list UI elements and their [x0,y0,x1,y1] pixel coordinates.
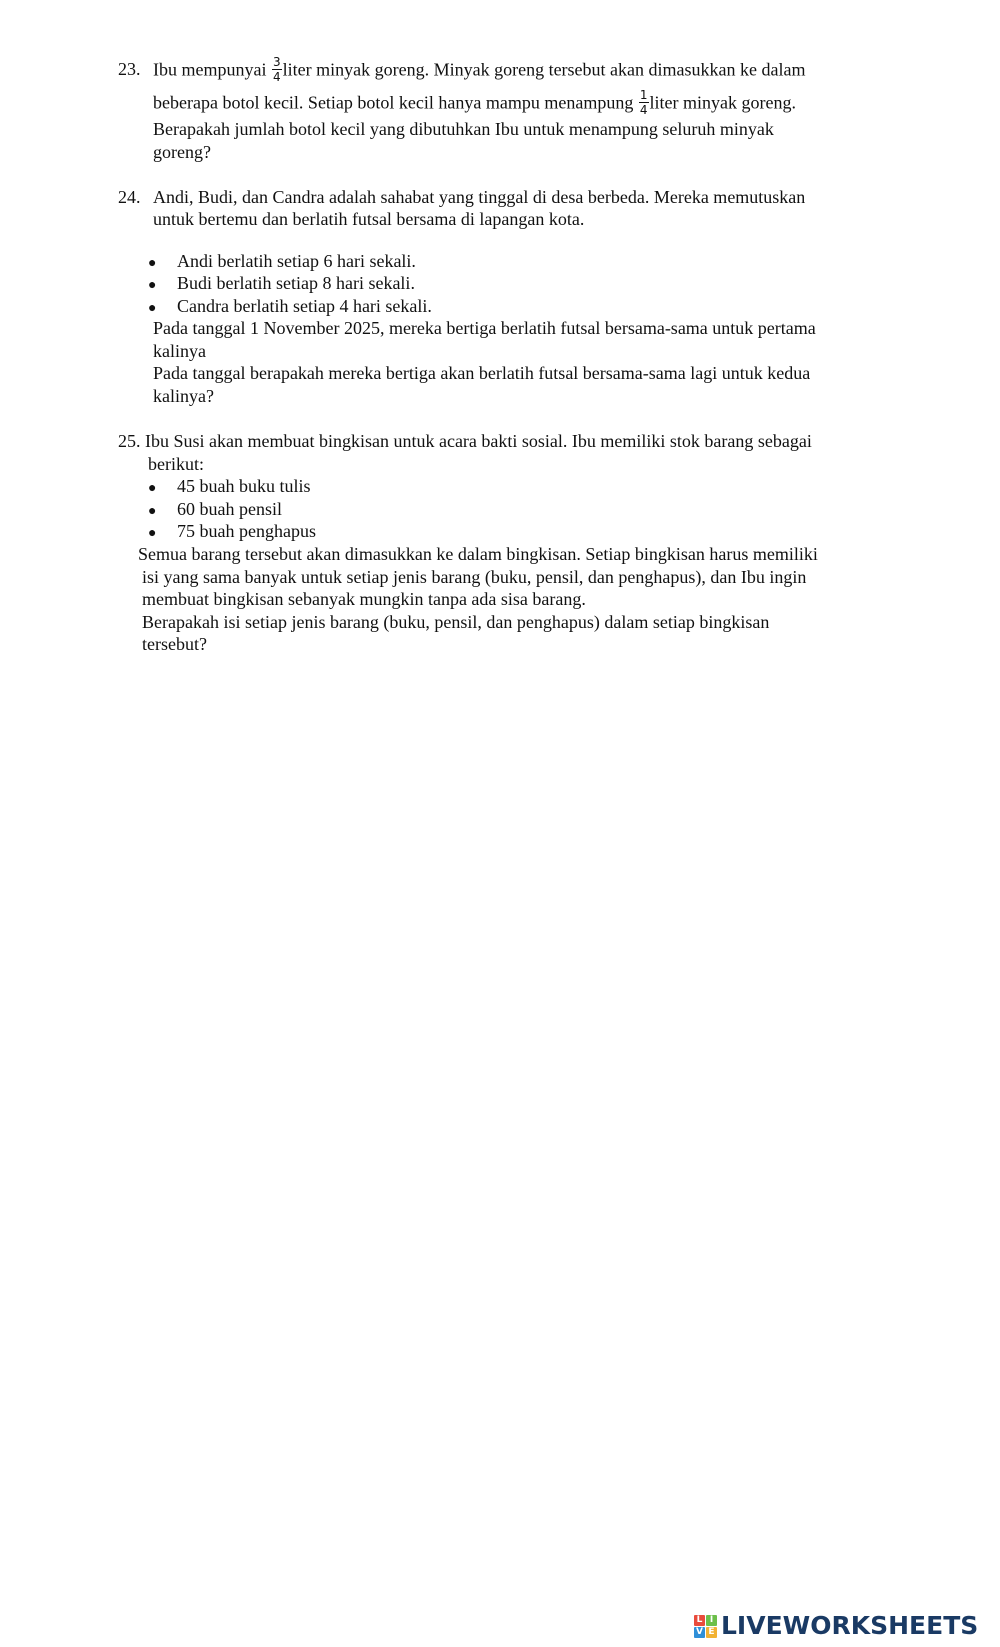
bullet-icon: ● [148,504,157,519]
question-text-line: Andi, Budi, dan Candra adalah sahabat yang tinggal di desa berbeda. Mereka memutuskan [153,187,806,207]
question-text-line: Berapakah isi setiap jenis barang (buku, pensil, dan penghapus) dalam setiap bingkisan [142,612,770,632]
question-text-line: kalinya? [153,386,214,406]
question-text-line: membuat bingkisan sebanyak mungkin tanpa ada sisa barang. [142,589,586,609]
bullet-icon: ● [148,278,157,293]
logo-tile: I [706,1615,717,1626]
logo-tile: V [694,1627,705,1638]
logo-tile: E [706,1627,717,1638]
list-item: 75 buah penghapus [177,521,316,541]
question-text-line: Pada tanggal berapakah mereka bertiga akan berlatih futsal bersama-sama lagi untuk kedua [153,363,811,383]
text-fragment: liter minyak goreng. Minyak goreng tersebut akan dimasukkan ke dalam [282,59,806,80]
bullet-icon: ● [148,526,157,541]
question-text-line: untuk bertemu dan berlatih futsal bersama di lapangan kota. [153,209,585,229]
question-text-line: Pada tanggal 1 November 2025, mereka bertiga berlatih futsal bersama-sama untuk pertama [153,318,816,338]
question-text-line: Berapakah jumlah botol kecil yang dibutuhkan Ibu untuk menampung seluruh minyak [153,119,774,139]
question-number: 24. [118,187,141,207]
bullet-icon: ● [148,301,157,316]
text-fragment: Ibu Susi akan membuat bingkisan untuk acara bakti sosial. Ibu memiliki stok barang sebagai [145,431,812,451]
question-text-line [118,430,812,453]
text-fragment: beberapa botol kecil. Setiap botol kecil hanya mampu menampung [153,92,638,113]
fraction-numerator: 3 [272,55,281,69]
list-item: 60 buah pensil [177,499,282,519]
bullet-icon: ● [148,256,157,271]
question-text-line: goreng? [153,142,211,162]
bullet-icon: ● [148,481,157,496]
text-fragment: liter minyak goreng. [649,92,796,113]
liveworksheets-logo [694,1611,978,1641]
question-number: 23. [118,59,141,79]
list-item: Andi berlatih setiap 6 hari sekali. [177,251,416,271]
logo-tile: L [694,1615,705,1626]
fraction-denominator: 4 [272,70,281,84]
logo-text: LIVEWORKSHEETS [721,1611,979,1640]
question-text-line: tersebut? [142,634,207,654]
question-text-line: isi yang sama banyak untuk setiap jenis barang (buku, pensil, dan penghapus), dan Ibu ingin [142,567,807,587]
fraction-three-quarters [272,56,282,83]
fraction-one-quarter [639,89,649,116]
list-item: 45 buah buku tulis [177,476,311,496]
question-number: 25. [118,431,141,451]
question-text-line: Semua barang tersebut akan dimasukkan ke dalam bingkisan. Setiap bingkisan harus memiliki [138,544,818,564]
list-item: Candra berlatih setiap 4 hari sekali. [177,296,432,316]
logo-tiles-icon [694,1615,717,1638]
question-text-line: kalinya [153,341,206,361]
question-text-line [153,55,806,85]
fraction-denominator: 4 [639,103,648,117]
fraction-numerator: 1 [639,88,648,102]
question-text-line: berikut: [148,454,204,474]
list-item: Budi berlatih setiap 8 hari sekali. [177,273,415,293]
question-text-line [153,88,796,118]
text-fragment: Ibu mempunyai [153,59,271,80]
